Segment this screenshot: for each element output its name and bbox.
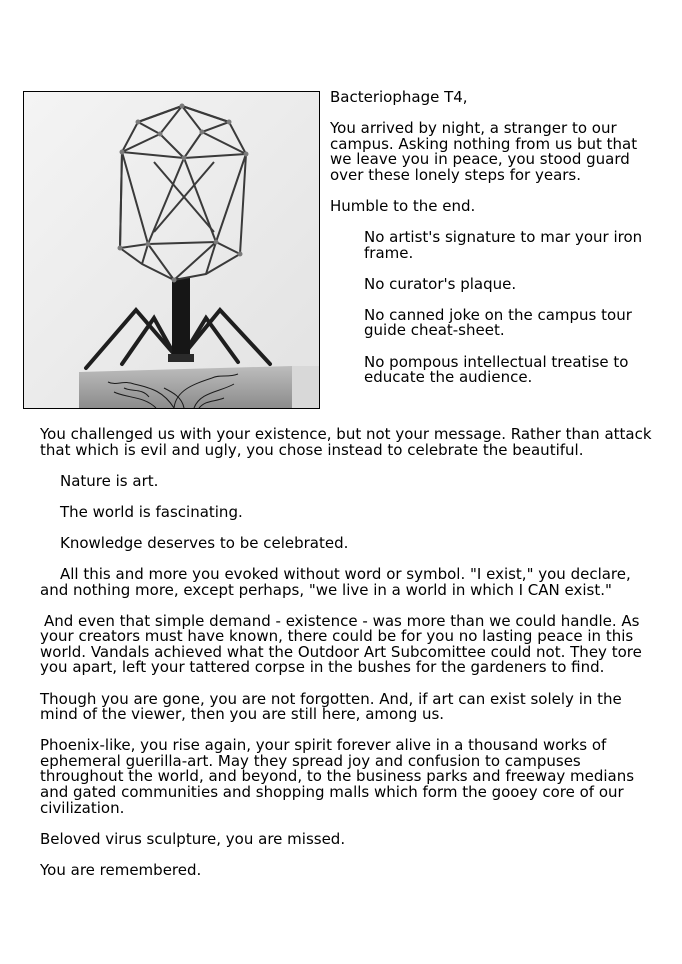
pedestal [79,366,292,408]
phoenix-paragraph: Phoenix-like, you rise again, your spirit forever alive in a thousand works of ephemeral guerilla-art. May they spread joy and confusion to campuses throughout the world, and beyond, to the business parks and freeway medians and gated communities and shopping malls which form the gooey core of our civilization. [40,736,635,817]
humble-line: Humble to the end. [330,196,476,215]
tail-shaft [172,278,190,360]
list-item-signature: No artist's signature to mar your iron frame. [364,228,643,262]
intro-paragraph: You arrived by night, a stranger to our campus. Asking nothing from us but that we leave you in peace, you stood guard over these lonely steps for years. [330,119,638,184]
remembered-line: You are remembered. [40,860,202,879]
sculpture-photo [23,91,320,409]
salutation: Bacteriophage T4, [330,88,468,106]
main-body [40,427,655,894]
list-item-joke: No canned joke on the campus tour guide cheat-sheet. [364,305,632,340]
nature-line: Nature is art. [60,471,159,490]
world-line: The world is fascinating. [60,502,243,521]
list-item-treatise: No pompous intellectual treatise to educate the audience. [364,352,629,387]
evoked-paragraph: All this and more you evoked without word or symbol. "I exist," you declare, and nothing more, except perhaps, "we live in a world in which I CAN exist." [40,564,631,599]
challenge-paragraph: You challenged us with your existence, but not your message. Rather than attack that which is evil and ugly, you chose instead to celebrate the beautiful. [40,425,652,459]
list-item-plaque: No curator's plaque. [364,274,517,293]
beloved-line: Beloved virus sculpture, you are missed. [40,829,346,848]
bacteriophage-sculpture-image [24,92,319,408]
side-column [330,90,660,401]
demand-paragraph: And even that simple demand - existence - was more than we could handle. As your creators must have known, there could be for you no lasting peace in this world. Vandals achieved what the Outdoor Art Subcomittee could not. They tore you apart, left your tattered corpse in the bushes for the gardeners to find. [40,611,642,677]
knowledge-line: Knowledge deserves to be celebrated. [60,533,349,552]
gone-paragraph: Though you are gone, you are not forgotten. And, if art can exist solely in the mind of the viewer, then you are still here, among us. [40,689,622,724]
